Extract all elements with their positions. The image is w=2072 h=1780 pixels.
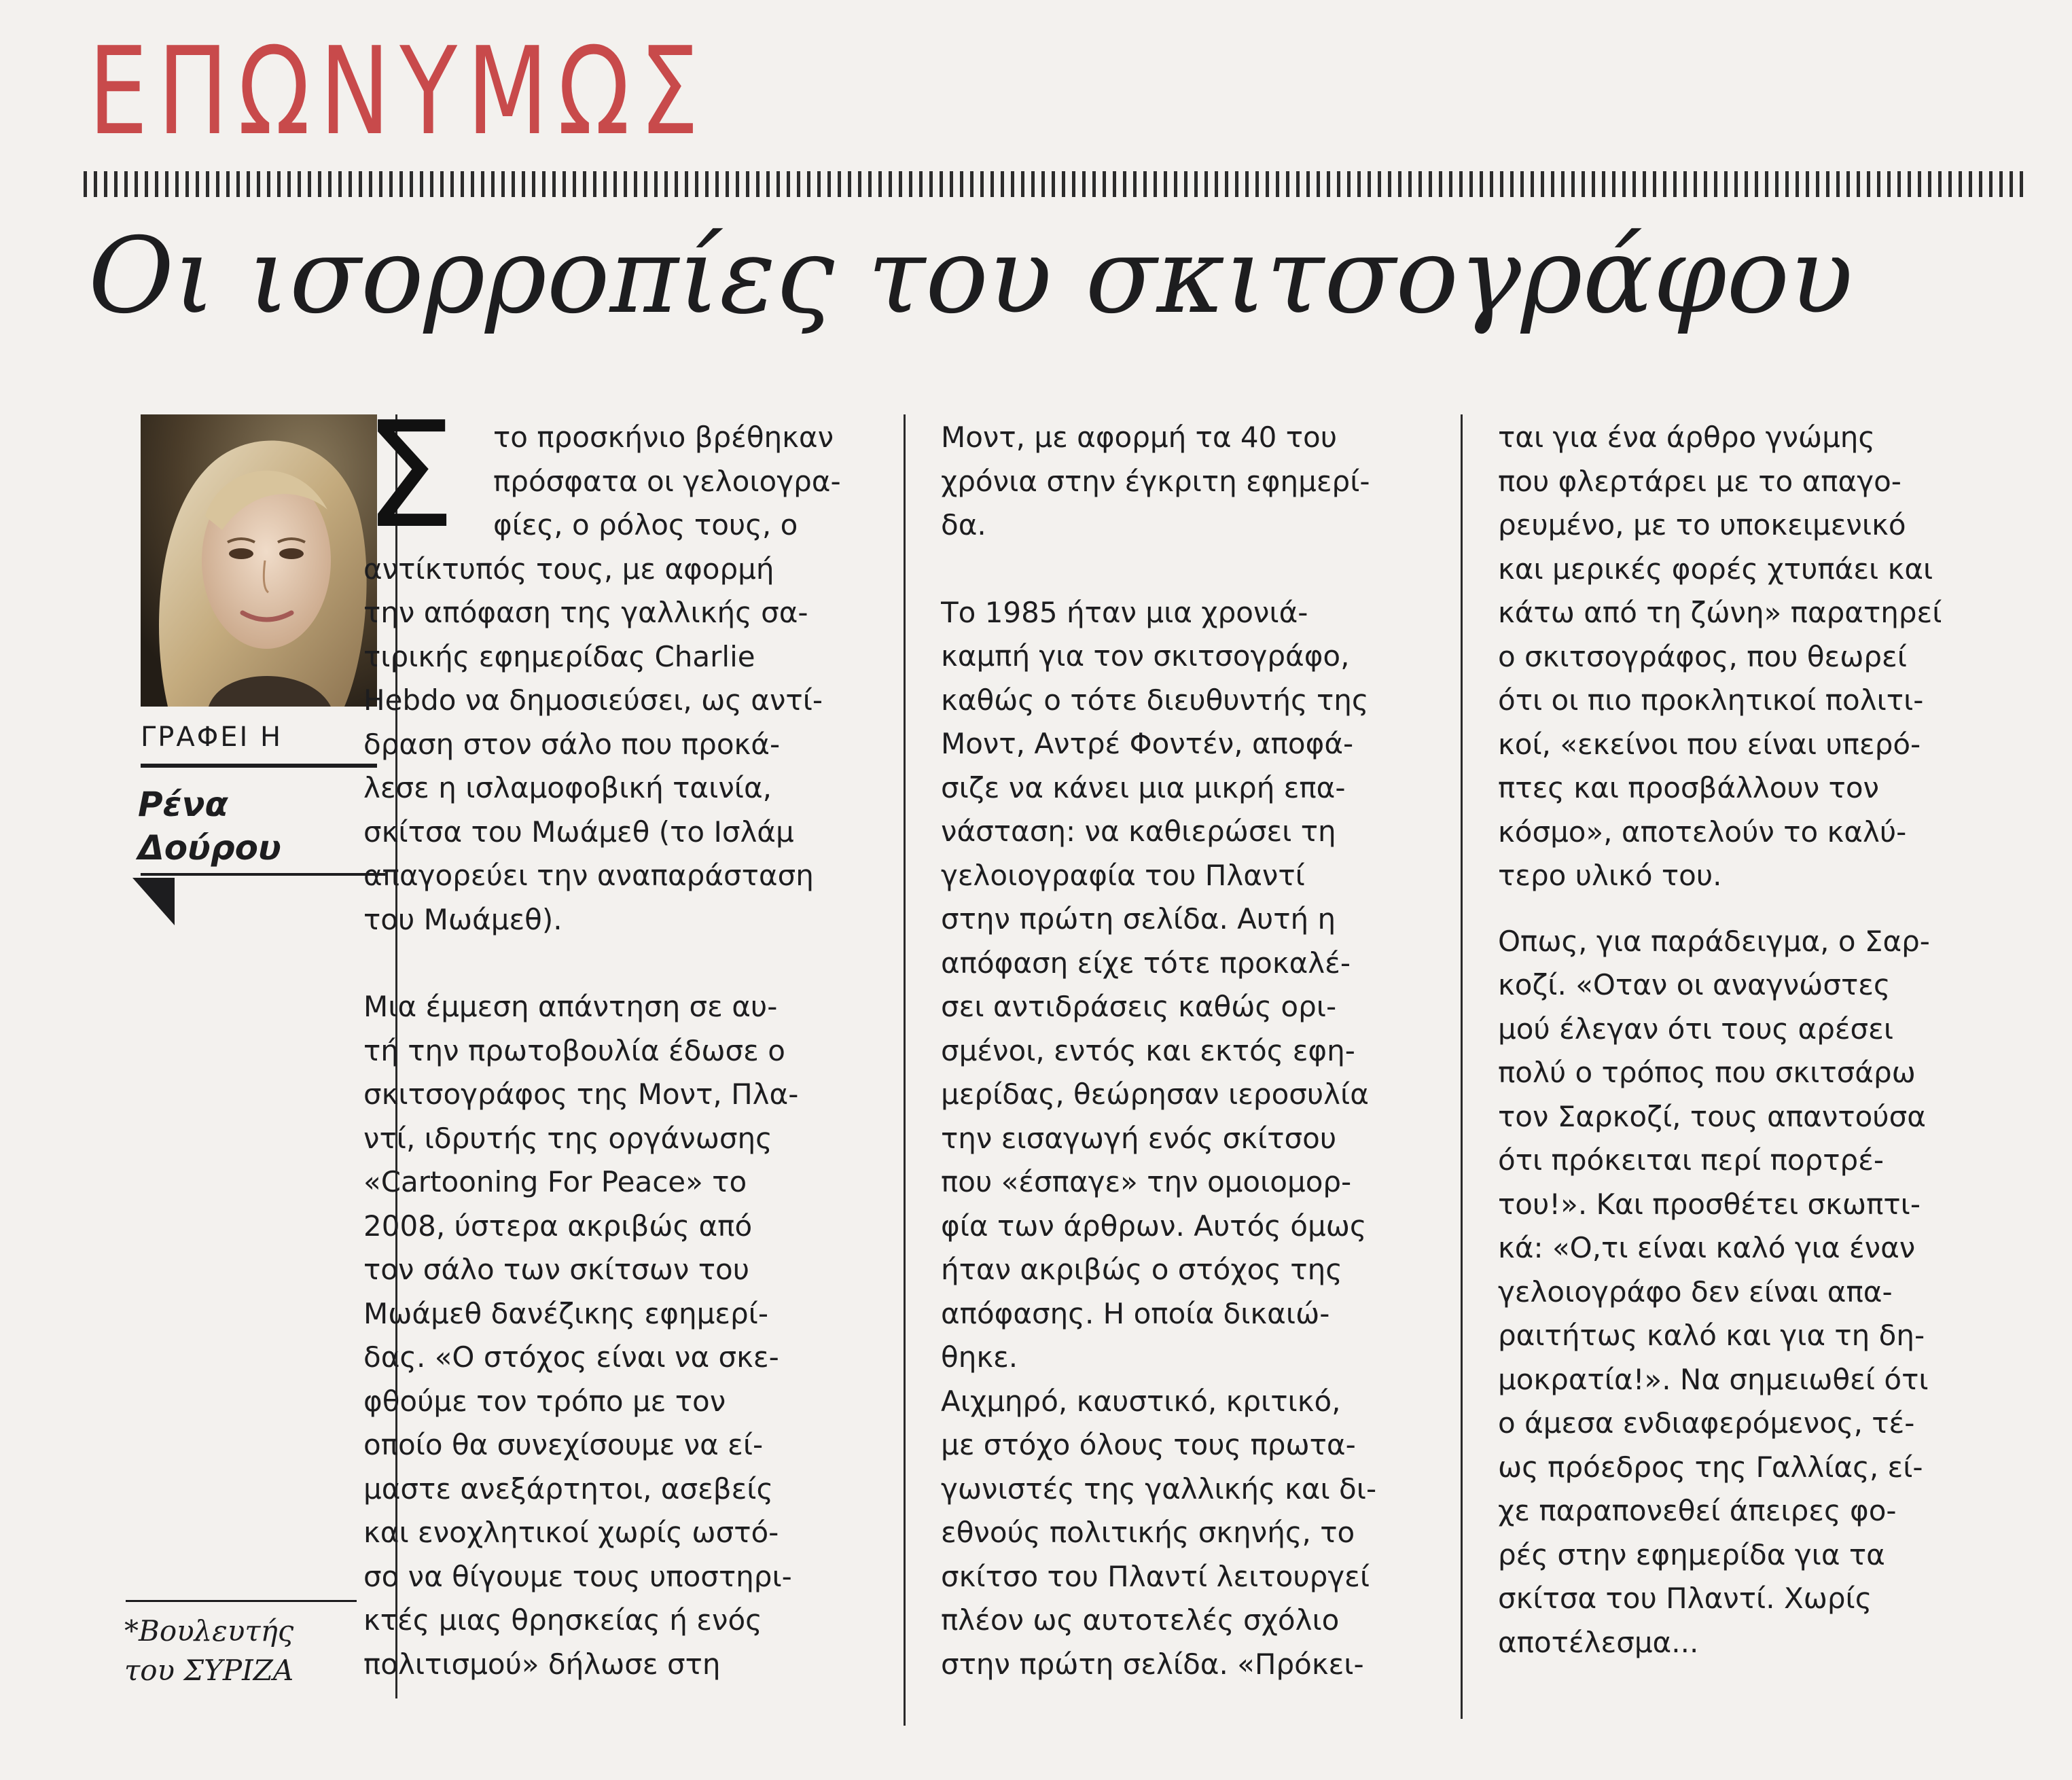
byline-rule xyxy=(141,764,377,768)
text-line: σμένοι, εντός και εκτός εφη- xyxy=(941,1033,1355,1067)
text-line: δραση στον σάλο που προκά- xyxy=(363,727,781,761)
text-line: κοί, «εκείνοι που είναι υπερό- xyxy=(1498,727,1921,761)
text-line: πολιτισμού» δήλωσε στη xyxy=(363,1647,721,1681)
text-line: σκίτσα του Πλαντί. Χωρίς xyxy=(1498,1582,1872,1615)
text-line: το προσκήνιο βρέθηκαν xyxy=(493,421,834,454)
paragraph xyxy=(363,985,900,1686)
text-line: κοζί. «Οταν οι αναγνώστες xyxy=(1498,968,1891,1001)
text-line: σκιτσογράφος της Μοντ, Πλα- xyxy=(363,1078,799,1111)
paragraph xyxy=(941,1380,1457,1687)
text-line: τή την πρωτοβουλία έδωσε ο xyxy=(363,1033,785,1067)
text-line: μού έλεγαν ότι τους αρέσει xyxy=(1498,1012,1894,1046)
text-line: και ενοχλητικοί χωρίς ωστό- xyxy=(363,1516,779,1549)
column-divider xyxy=(1461,414,1463,1719)
text-line: αποτέλεσμα... xyxy=(1498,1625,1699,1659)
text-line: φία των άρθρων. Αυτός όμως xyxy=(941,1209,1367,1243)
text-line: σιζε να κάνει μια μικρή επα- xyxy=(941,770,1346,804)
text-line: Αιχμηρό, καυστικό, κριτικό, xyxy=(941,1384,1341,1418)
text-line: γελοιογράφο δεν είναι απα- xyxy=(1498,1275,1893,1309)
article-column-2 xyxy=(941,416,1457,1734)
text-line: ήταν ακριβώς ο στόχος της xyxy=(941,1253,1342,1286)
byline-bottom-rule xyxy=(141,873,385,876)
article-clipping xyxy=(65,0,2035,1780)
portrait-illustration xyxy=(141,414,377,707)
text-line: ται για ένα άρθρο γνώμης xyxy=(1498,421,1876,454)
text-line: τον Σαρκοζί, τους απαντούσα xyxy=(1498,1099,1926,1133)
text-line: καθώς ο τότε διευθυντής της xyxy=(941,683,1369,717)
text-line: νάσταση: να καθιερώσει τη xyxy=(941,815,1336,848)
text-line: εθνούς πολιτικής σκηνής, το xyxy=(941,1516,1355,1549)
text-line: τον σάλο των σκίτσων του xyxy=(363,1253,750,1286)
paragraph xyxy=(363,416,900,942)
text-line: γωνιστές της γαλλικής και δι- xyxy=(941,1472,1377,1506)
text-line: κόσμο», αποτελούν το καλύ- xyxy=(1498,815,1907,849)
text-line: απόφασης. Η οποία δικαιώ- xyxy=(941,1296,1330,1330)
text-line: δα. xyxy=(941,508,986,541)
byline xyxy=(65,722,384,868)
author-note-line-1: *Βουλευτής xyxy=(124,1614,294,1648)
text-line: θηκε. xyxy=(941,1340,1018,1374)
text-line: οποίο θα συνεχίσουμε να εί- xyxy=(363,1428,764,1461)
text-line: φθούμε τον τρόπο με τον xyxy=(363,1384,726,1418)
text-line: «Cartooning For Peace» το xyxy=(363,1165,747,1198)
text-line: τερο υλικό του. xyxy=(1498,859,1722,892)
text-line: απαγορεύει την αναπαράσταση xyxy=(363,859,814,892)
article-headline: Οι ισορροπίες του σκιτσογράφου xyxy=(88,215,1853,337)
text-line: μερίδας, θεώρησαν ιεροσυλία xyxy=(941,1078,1369,1111)
text-line: μαστε ανεξάρτητοι, ασεβείς xyxy=(363,1472,774,1506)
text-line: στην πρώτη σελίδα. Αυτή η xyxy=(941,902,1336,936)
author-note-line-2: του ΣΥΡΙΖΑ xyxy=(124,1654,294,1687)
text-line: Μια έμμεση απάντηση σε αυ- xyxy=(363,990,778,1023)
text-line: που «έσπαγε» την ομοιομορ- xyxy=(941,1165,1352,1198)
text-line: αντίκτυπός τους, με αφορμή xyxy=(363,552,774,586)
text-line: πρόσφατα οι γελοιογρα- xyxy=(493,464,841,498)
author-last-name: Δούρου xyxy=(138,828,281,868)
text-line: τιρικής εφημερίδας Charlie xyxy=(363,639,755,673)
text-line: δας. «Ο στόχος είναι να σκε- xyxy=(363,1340,779,1374)
text-line: Μοντ, Αντρέ Φοντέν, αποφά- xyxy=(941,727,1354,760)
article-column-3 xyxy=(1498,416,2035,1734)
text-line: λεσε η ισλαμοφοβική ταινία, xyxy=(363,771,772,804)
text-line: χρόνια στην έγκριτη εφημερί- xyxy=(941,464,1370,498)
arrow-icon xyxy=(132,878,175,925)
text-line: Μοντ, με αφορμή τα 40 του xyxy=(941,421,1337,454)
text-line: κάτω από τη ζώνη» παρατηρεί xyxy=(1498,596,1942,629)
text-line: σκίτσα του Μωάμεθ (το Ισλάμ xyxy=(363,815,794,849)
text-line: ο άμεσα ενδιαφερόμενος, τέ- xyxy=(1498,1406,1915,1440)
paragraph xyxy=(941,591,1457,1380)
text-line: με στόχο όλους τους πρωτα- xyxy=(941,1428,1356,1461)
text-line: Οπως, για παράδειγμα, ο Σαρ- xyxy=(1498,924,1930,958)
text-line: πτες και προσβάλλουν τον xyxy=(1498,771,1879,804)
text-line: ότι οι πιο προκλητικοί πολιτι- xyxy=(1498,683,1924,717)
paragraph xyxy=(941,416,1457,548)
paragraph xyxy=(1498,920,2035,1665)
text-line: σκίτσο του Πλαντί λειτουργεί xyxy=(941,1559,1370,1593)
drop-cap: Σ xyxy=(363,416,456,560)
text-line: και μερικές φορές χτυπάει και xyxy=(1498,552,1933,586)
decorative-rule xyxy=(84,171,2026,197)
author-first-name: Ρένα xyxy=(138,785,228,824)
text-line: σο να θίγουμε τους υποστηρι- xyxy=(363,1559,792,1593)
text-line: γελοιογραφία του Πλαντί xyxy=(941,858,1305,892)
text-line: ρές στην εφημερίδα για τα xyxy=(1498,1537,1885,1571)
text-line: φίες, ο ρόλος τους, ο xyxy=(493,508,798,541)
text-line: μοκρατία!». Να σημειωθεί ότι xyxy=(1498,1362,1929,1396)
text-line: απόφαση είχε τότε προκαλέ- xyxy=(941,946,1351,980)
article-column-1 xyxy=(363,416,900,1707)
author-portrait xyxy=(141,414,377,707)
text-line: ραιτήτως καλό και για τη δη- xyxy=(1498,1319,1925,1352)
text-line: ντί, ιδρυτής της οργάνωσης xyxy=(363,1121,772,1155)
text-line: την απόφαση της γαλλικής σα- xyxy=(363,596,808,629)
text-line: Hebdo να δημοσιεύσει, ως αντί- xyxy=(363,683,823,717)
text-line: κά: «Ο,τι είναι καλό για έναν xyxy=(1498,1231,1916,1264)
text-line: 2008, ύστερα ακριβώς από xyxy=(363,1209,753,1243)
paragraph xyxy=(1498,416,2035,898)
text-line: πλέον ως αυτοτελές σχόλιο xyxy=(941,1603,1340,1637)
text-line: χε παραπονεθεί άπειρες φο- xyxy=(1498,1494,1897,1527)
text-line: την εισαγωγή ενός σκίτσου xyxy=(941,1121,1337,1155)
text-line: στην πρώτη σελίδα. «Πρόκει- xyxy=(941,1647,1364,1681)
text-line: ότι πρόκειται περί πορτρέ- xyxy=(1498,1143,1885,1177)
text-line: που φλερτάρει με το απαγο- xyxy=(1498,464,1901,498)
author-name xyxy=(138,783,382,870)
text-line: ο σκιτσογράφος, που θεωρεί xyxy=(1498,639,1907,673)
text-line: του Μωάμεθ). xyxy=(363,902,562,936)
text-line: πολύ ο τρόπος που σκιτσάρω xyxy=(1498,1056,1916,1089)
text-line: ως πρόεδρος της Γαλλίας, εί- xyxy=(1498,1450,1923,1484)
text-line: καμπή για τον σκιτσογράφο, xyxy=(941,639,1350,673)
text-line: Το 1985 ήταν μια χρονιά- xyxy=(941,595,1308,629)
text-line: ρευμένο, με το υποκειμενικό xyxy=(1498,508,1906,541)
text-line: Μωάμεθ δανέζικης εφημερί- xyxy=(363,1296,769,1330)
section-title: ΕΠΩΝΥΜΩΣ xyxy=(88,21,709,162)
column-divider xyxy=(904,414,906,1726)
text-line: κτές μιας θρησκείας ή ενός xyxy=(363,1603,762,1637)
text-line: σει αντιδράσεις καθώς ορι- xyxy=(941,990,1337,1023)
text-line: του!». Και προσθέτει σκωπτι- xyxy=(1498,1187,1921,1221)
byline-label: ΓΡΑΦΕΙ Η xyxy=(141,722,283,753)
author-note-rule xyxy=(126,1600,357,1602)
author-note xyxy=(124,1612,369,1690)
